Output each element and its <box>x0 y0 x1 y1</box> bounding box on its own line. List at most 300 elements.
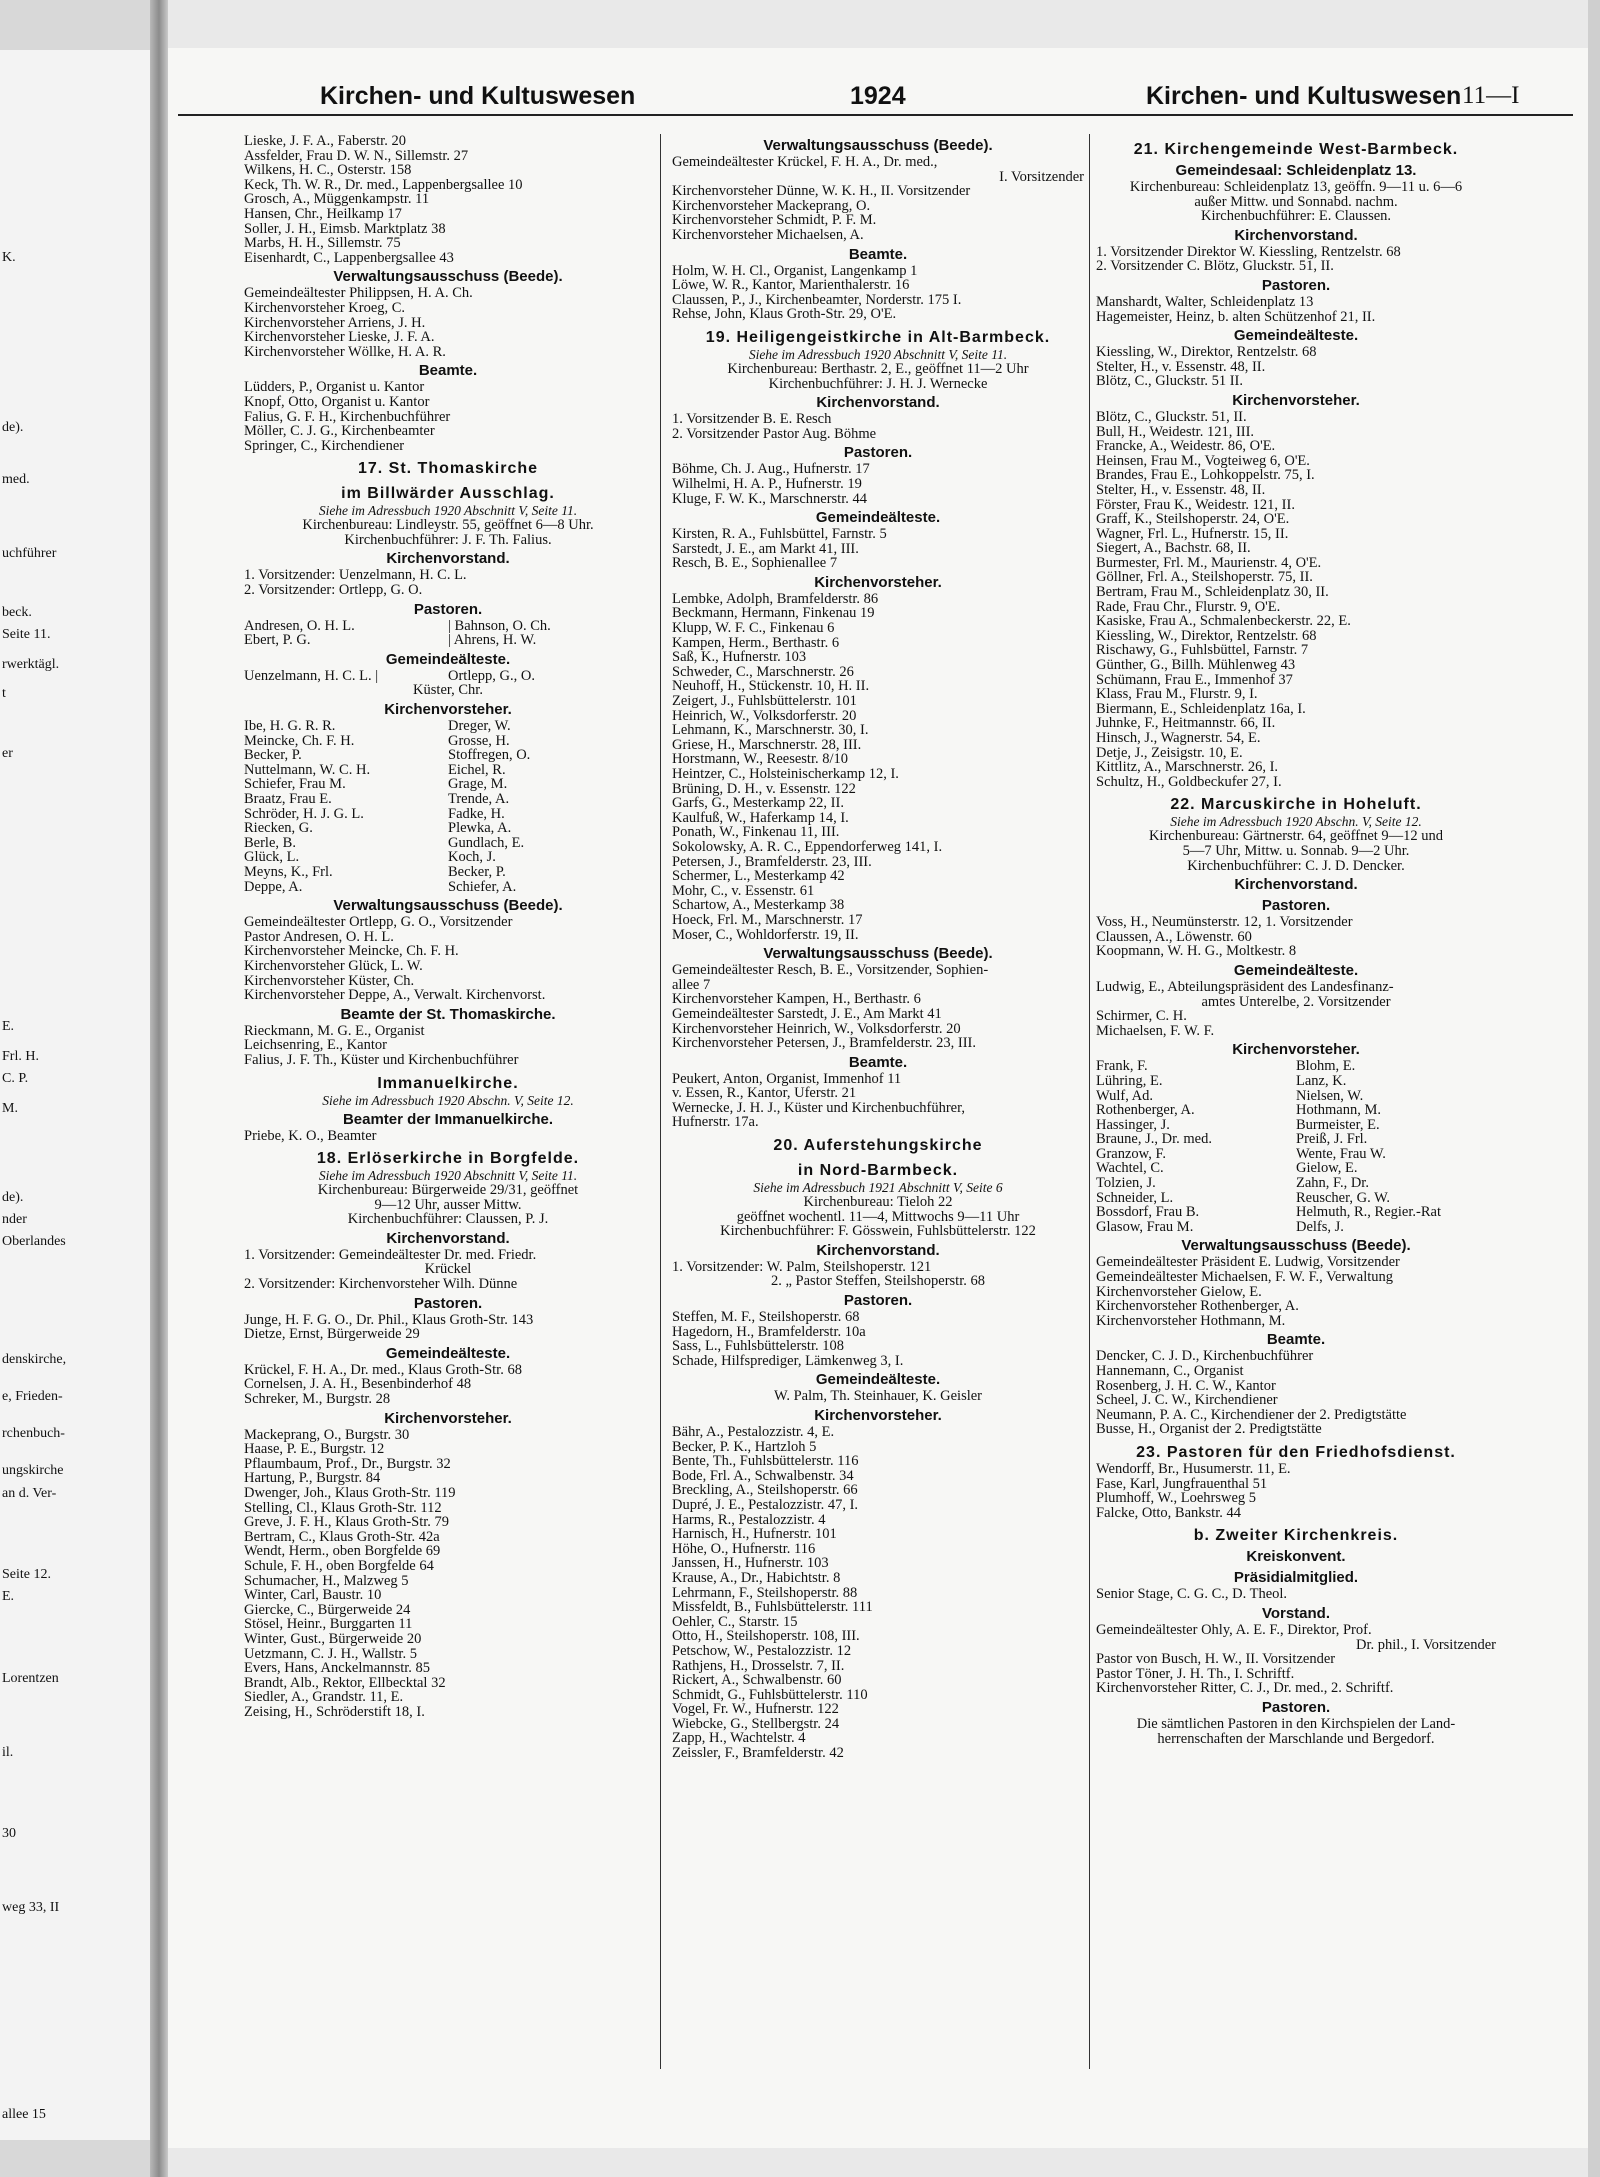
entry-line: Sarstedt, J. E., am Markt 41, III. <box>672 541 859 557</box>
entry-line: Wiebcke, G., Stellbergstr. 24 <box>672 1716 840 1732</box>
entry-line: Höhe, O., Hufnerstr. 116 <box>672 1541 816 1557</box>
centered-line: Kirchenbureau: Schleidenplatz 13, geöffn. 9—11 u. 6—6 <box>1129 180 1463 195</box>
entry-left: Tolzien, J. <box>1096 1176 1156 1191</box>
entry-line: Klass, Frau M., Flurstr. 9, I. <box>1096 687 1258 702</box>
entry-line: Claussen, A., Löwenstr. 60 <box>1096 929 1252 945</box>
entry-right: Grage, M. <box>448 777 508 792</box>
entry-line: Gemeindeältester Philippsen, H. A. Ch. <box>244 286 473 301</box>
entry-line: Evers, Hans, Anckelmannstr. 85 <box>244 1661 431 1676</box>
section-heading: Pastoren. <box>843 1292 913 1310</box>
left-page-text: E. <box>2 1589 15 1605</box>
left-page-text: er <box>2 745 13 761</box>
entry-line: Hartung, P., Burgstr. 84 <box>244 1471 381 1486</box>
entry-line: Blötz, C., Gluckstr. 51 II. <box>1096 374 1244 389</box>
entry-line: Bertram, C., Klaus Groth-Str. 42a <box>244 1529 440 1545</box>
entry-right: Grosse, H. <box>448 733 510 749</box>
left-page-text: Oberlandes <box>2 1234 66 1249</box>
left-page-text: med. <box>2 471 30 487</box>
entry-line: Lieske, J. F. A., Faberstr. 20 <box>244 134 406 149</box>
entry-line: Sass, L., Fuhlsbüttelerstr. 108 <box>672 1339 844 1354</box>
two-column-entry <box>244 633 652 648</box>
entry-line: Leichsenring, E., Kantor <box>244 1038 387 1053</box>
entry-line: Kaulfuß, W., Haferkamp 14, I. <box>672 810 849 826</box>
entry-line: Kirchenvorsteher Kampen, H., Berthastr. 6 <box>672 992 921 1007</box>
centered-line: 9—12 Uhr, ausser Mittw. <box>374 1197 522 1213</box>
entry-line: Kirchenvorsteher Meincke, Ch. F. H. <box>244 944 459 959</box>
entry-line: Hansen, Chr., Heilkamp 17 <box>244 206 402 222</box>
entry-line: 2. Vorsitzender: Ortlepp, G. O. <box>244 583 423 598</box>
two-column-entry <box>1096 1059 1496 1074</box>
entry-line: Gemeindeältester Ohly, A. E. F., Direktor, Prof. <box>1096 1622 1372 1638</box>
church-title: im Billwärder Ausschlag. <box>341 485 555 503</box>
entry-line: Koopmann, W. H. G., Moltkestr. 8 <box>1096 944 1297 959</box>
centered-line: W. Palm, Th. Steinhauer, K. Geisler <box>773 1389 983 1404</box>
entry-line: Rieckmann, M. G. E., Organist <box>244 1023 425 1039</box>
entry-line: Brandt, Alb., Rektor, Ellbecktal 32 <box>244 1675 446 1691</box>
right-line: I. Vorsitzender <box>999 169 1084 185</box>
entry-left: Schneider, L. <box>1096 1190 1174 1206</box>
entry-line: Harnisch, H., Hufnerstr. 101 <box>672 1527 837 1542</box>
header-right-title: Kirchen- und Kultuswesen <box>1146 82 1462 110</box>
section-heading: Kirchenvorstand. <box>386 550 510 568</box>
entry-line: Kirchenvorsteher Wöllke, H. A. R. <box>244 344 446 360</box>
two-column-entry <box>1096 1161 1496 1176</box>
section-heading: Pastoren. <box>413 600 483 618</box>
centered-line: Kirchenbureau: Bürgerweide 29/31, geöffnet <box>317 1183 579 1198</box>
entry-line: Bente, Th., Fuhlsbüttelerstr. 116 <box>672 1454 859 1469</box>
entry-line: Stelling, Cl., Klaus Groth-Str. 112 <box>244 1500 442 1516</box>
entry-left: Meyns, K., Frl. <box>244 864 333 880</box>
entry-line: Löwe, W. R., Kantor, Marienthalerstr. 16 <box>672 278 910 293</box>
section-heading: Kirchenvorsteher. <box>384 1409 512 1427</box>
entry-line: Förster, Frau K., Weidestr. 121, II. <box>1096 497 1295 513</box>
left-page-text: C. P. <box>2 1071 29 1087</box>
entry-line: Zapp, H., Wachtelstr. 4 <box>672 1731 806 1747</box>
entry-line: Oehler, C., Starstr. 15 <box>672 1614 798 1630</box>
entry-line: Hufnerstr. 17a. <box>672 1115 759 1131</box>
two-column-entry <box>244 763 652 778</box>
two-column-entry <box>1096 1147 1496 1162</box>
entry-line: Marbs, H. H., Sillemstr. 75 <box>244 236 401 251</box>
reference-note: Siehe im Adressbuch 1920 Abschnitt V, Seite 11. <box>748 346 1008 362</box>
two-column-entry <box>1096 1176 1496 1191</box>
entry-line: Zeising, H., Schröderstift 18, I. <box>244 1704 425 1720</box>
church-title: b. Zweiter Kirchenkreis. <box>1193 1527 1399 1545</box>
entry-right: Wente, Frau W. <box>1296 1146 1386 1162</box>
entry-right: | Bahnson, O. Ch. <box>448 618 551 634</box>
centered-line: außer Mittw. und Sonnabd. nachm. <box>1194 194 1398 210</box>
two-column-entry <box>1096 1118 1496 1133</box>
entry-left: Ebert, P. G. <box>244 633 311 648</box>
entry-line: Dencker, C. J. D., Kirchenbuchführer <box>1096 1349 1314 1364</box>
centered-line: amtes Unterelbe, 2. Vorsitzender <box>1201 994 1391 1010</box>
left-page-text: ungskirche <box>2 1463 64 1479</box>
entry-line: Krückel, F. H. A., Dr. med., Klaus Groth-Str. 68 <box>244 1362 522 1378</box>
entry-line: Rehse, John, Klaus Groth-Str. 29, O'E. <box>672 307 897 322</box>
entry-line: Dietze, Ernst, Bürgerweide 29 <box>244 1327 420 1342</box>
entry-left: Meincke, Ch. F. H. <box>244 733 355 749</box>
section-heading: Gemeindeälteste. <box>1233 327 1359 345</box>
entry-left: Andresen, O. H. L. <box>244 618 355 634</box>
entry-line: 1. Vorsitzender Direktor W. Kiessling, Rentzelstr. 68 <box>1096 244 1401 260</box>
section-heading: Verwaltungsausschuss (Beede). <box>763 137 993 154</box>
section-heading: Beamter der Immanuelkirche. <box>342 1110 554 1128</box>
entry-line: Falius, G. F. H., Kirchenbuchführer <box>244 409 451 425</box>
left-page-text: denskirche, <box>2 1352 67 1368</box>
left-gutter <box>0 0 168 2177</box>
centered-line: Kirchenbureau: Berthastr. 2, E., geöffnet 11—2 Uhr <box>727 361 1029 377</box>
entry-line: 1. Vorsitzender: W. Palm, Steilshoperstr. 121 <box>672 1259 932 1275</box>
entry-right: Plewka, A. <box>448 821 512 836</box>
reference-note: Siehe im Adressbuch 1920 Abschnitt V, Seite 11. <box>318 1168 578 1184</box>
entry-right: Preiß, J. Frl. <box>1296 1132 1368 1147</box>
entry-line: Schreker, M., Burgstr. 28 <box>244 1392 391 1407</box>
two-column-entry <box>244 719 652 734</box>
entry-line: Giercke, C., Bürgerweide 24 <box>244 1602 411 1618</box>
two-column-entry <box>244 748 652 763</box>
entry-line: Zeissler, F., Bramfelderstr. 42 <box>672 1746 844 1761</box>
entry-line: Gemeindeältester Präsident E. Ludwig, Vorsitzender <box>1096 1255 1400 1271</box>
entry-line: Hinsch, J., Wagnerstr. 54, E. <box>1096 731 1261 746</box>
entry-left: Granzow, F. <box>1096 1146 1166 1162</box>
entry-line: Greve, J. F. H., Klaus Groth-Str. 79 <box>244 1515 450 1530</box>
entry-right: Becker, P. <box>448 864 506 880</box>
section-heading: Verwaltungsausschuss (Beede). <box>763 945 993 963</box>
entry-line: Gemeindeältester Ortlepp, G. O., Vorsitzender <box>244 915 513 930</box>
centered-line: herrenschaften der Marschlande und Bergedorf. <box>1157 1731 1435 1747</box>
entry-line: Knopf, Otto, Organist u. Kantor <box>244 394 430 410</box>
two-column-entry <box>1096 1074 1496 1089</box>
entry-line: Haase, P. E., Burgstr. 12 <box>244 1442 385 1457</box>
entry-line: Blötz, C., Gluckstr. 51, II. <box>1096 409 1247 425</box>
entry-line: Kirchenvorsteher Küster, Ch. <box>244 973 415 989</box>
entry-line: Heinrich, W., Volksdorferstr. 20 <box>672 708 857 724</box>
two-column-entry <box>1096 1191 1496 1206</box>
church-title: Immanuelkirche. <box>377 1074 519 1092</box>
left-page-text: K. <box>2 249 16 265</box>
two-column-entry <box>244 619 652 634</box>
entry-line: allee 7 <box>672 977 711 993</box>
centered-line: Krückel <box>424 1262 472 1278</box>
entry-line: Brüning, D. H., v. Essenstr. 122 <box>672 781 856 797</box>
entry-line: Neumann, P. A. C., Kirchendiener der 2. Predigtstätte <box>1096 1407 1407 1423</box>
entry-line: Gemeindeältester Krückel, F. H. A., Dr. med., <box>672 155 938 170</box>
two-column-entry <box>244 669 652 684</box>
right-line: Dr. phil., I. Vorsitzender <box>1355 1637 1496 1653</box>
entry-line: Petschow, W., Pestalozzistr. 12 <box>672 1643 852 1659</box>
entry-line: Busse, H., Organist der 2. Predigtstätte <box>1096 1422 1322 1437</box>
entry-line: Lehmann, K., Marschnerstr. 30, I. <box>672 723 869 738</box>
entry-line: Peukert, Anton, Organist, Immenhof 11 <box>672 1071 902 1087</box>
entry-left: Lühring, E. <box>1096 1073 1163 1089</box>
entry-right: Trende, A. <box>448 792 510 807</box>
church-title: 17. St. Thomaskirche <box>357 460 539 478</box>
entry-line: Junge, H. F. G. O., Dr. Phil., Klaus Groth-Str. 143 <box>244 1312 534 1328</box>
entry-line: Wendt, Herm., oben Borgfelde 69 <box>244 1544 441 1559</box>
entry-left: Wachtel, C. <box>1096 1161 1164 1177</box>
entry-left: Riecken, G. <box>244 821 313 836</box>
entry-line: Mohr, C., v. Essenstr. 61 <box>672 883 815 899</box>
entry-line: Scheel, J. C. W., Kirchendiener <box>1096 1393 1278 1408</box>
entry-line: Heintzer, C., Holsteinischerkamp 12, I. <box>672 767 899 782</box>
entry-line: Kirchenvorsteher Deppe, A., Verwalt. Kirchenvorst. <box>244 988 546 1003</box>
entry-line: Göllner, Frl. A., Steilshoperstr. 75, II. <box>1096 570 1313 586</box>
entry-line: Böhme, Ch. J. Aug., Hufnerstr. 17 <box>672 462 870 477</box>
entry-line: 1. Vorsitzender: Gemeindeältester Dr. med. Friedr. <box>244 1247 537 1263</box>
entry-right: Dreger, W. <box>448 719 511 734</box>
left-page-text: rwerktägl. <box>2 656 60 672</box>
entry-line: Lembke, Adolph, Bramfelderstr. 86 <box>672 591 879 607</box>
entry-line: Becker, P. K., Hartzloh 5 <box>672 1439 817 1455</box>
entry-line: Fase, Karl, Jungfrauenthal 51 <box>1096 1476 1268 1492</box>
entry-left: Glasow, Frau M. <box>1096 1219 1194 1235</box>
column-divider <box>1089 134 1090 2069</box>
entry-line: Stelter, H., v. Essenstr. 48, II. <box>1096 482 1266 498</box>
church-title: 23. Pastoren für den Friedhofsdienst. <box>1136 1443 1456 1461</box>
entry-line: Lehrmann, F., Steilshoperstr. 88 <box>672 1585 858 1601</box>
left-page-text: Lorentzen <box>2 1670 59 1686</box>
header-year: 1924 <box>850 82 906 110</box>
left-page-text: Frl. H. <box>2 1049 39 1064</box>
section-heading: Verwaltungsausschuss (Beede). <box>333 268 563 286</box>
centered-line: 5—7 Uhr, Mittw. u. Sonnab. 9—2 Uhr. <box>1182 843 1410 859</box>
two-column-entry <box>244 850 652 865</box>
entry-line: Springer, C., Kirchendiener <box>244 438 405 454</box>
column-divider <box>660 134 661 2069</box>
entry-line: Claussen, P., J., Kirchenbeamter, Norderstr. 175 I. <box>672 292 962 308</box>
entry-left: Becker, P. <box>244 748 302 763</box>
section-heading: Pastoren. <box>413 1294 483 1312</box>
entry-line: Heinsen, Frau M., Vogteiweg 6, O'E. <box>1096 453 1310 469</box>
entry-line: Resch, B. E., Sophienallee 7 <box>672 556 838 571</box>
entry-line: Detje, J., Zeisigstr. 10, E. <box>1096 745 1243 761</box>
document-page <box>168 48 1588 2148</box>
entry-line: Falius, J. F. Th., Küster und Kirchenbuchführer <box>244 1052 519 1068</box>
entry-line: Gemeindeältester Sarstedt, J. E., Am Markt 41 <box>672 1006 942 1022</box>
entry-line: Bertram, Frau M., Schleidenplatz 30, II. <box>1096 585 1329 600</box>
entry-line: Sokolowsky, A. R. C., Eppendorferweg 141, I. <box>672 839 943 855</box>
entry-line: Siegert, A., Bachstr. 68, II. <box>1096 541 1251 556</box>
section-heading: Beamte der St. Thomaskirche. <box>340 1005 556 1023</box>
entry-line: Gemeindeältester Resch, B. E., Vorsitzender, Sophien- <box>672 963 989 978</box>
entry-line: Bull, H., Weidestr. 121, III. <box>1096 424 1255 440</box>
entry-line: Neuhoff, H., Stückenstr. 10, H. II. <box>672 679 870 695</box>
entry-right: Fadke, H. <box>448 806 505 822</box>
entry-line: Hoeck, Frl. M., Marschnerstr. 17 <box>672 912 863 928</box>
two-column-entry <box>1096 1220 1496 1235</box>
entry-line: Kampen, Herm., Berthastr. 6 <box>672 635 840 651</box>
reference-note: Siehe im Adressbuch 1920 Abschn. V, Seite 12. <box>322 1092 574 1108</box>
entry-line: 1. Vorsitzender B. E. Resch <box>672 412 832 427</box>
left-page-fragment <box>0 50 150 2140</box>
entry-line: Burmester, Frl. M., Maurienstr. 4, O'E. <box>1096 555 1322 571</box>
centered-line: geöffnet wochentl. 11—4, Mittwochs 9—11 Uhr <box>736 1209 1020 1225</box>
column-2 <box>672 134 1084 1761</box>
entry-line: Möller, C. J. G., Kirchenbeamter <box>244 424 435 439</box>
centered-line: Kirchenbuchführer: J. F. Th. Falius. <box>344 532 552 548</box>
section-heading: Beamte. <box>418 362 478 380</box>
centered-line: Die sämtlichen Pastoren in den Kirchspielen der Land- <box>1136 1716 1456 1732</box>
centered-line: Kirchenbureau: Lindleystr. 55, geöffnet 6—8 Uhr. <box>302 518 594 533</box>
church-title: 22. Marcuskirche in Hoheluft. <box>1170 796 1422 814</box>
entry-line: Kirchenvorsteher Michaelsen, A. <box>672 227 864 243</box>
entry-line: Rade, Frau Chr., Flurstr. 9, O'E. <box>1096 599 1281 615</box>
section-heading: Kirchenvorstand. <box>816 394 940 412</box>
section-heading: Gemeindeälteste. <box>815 509 941 527</box>
entry-right: Schiefer, A. <box>448 879 517 895</box>
section-heading: Präsidialmitglied. <box>1233 1569 1359 1587</box>
entry-line: Kiessling, W., Direktor, Rentzelstr. 68 <box>1096 345 1317 360</box>
entry-line: Kiessling, W., Direktor, Rentzelstr. 68 <box>1096 628 1317 644</box>
centered-line: Kirchenbuchführer: Claussen, P. J. <box>347 1212 549 1227</box>
entry-line: Saß, K., Hufnerstr. 103 <box>672 650 807 665</box>
entry-line: Kirchenvorsteher Lieske, J. F. A. <box>244 330 435 345</box>
entry-line: Schümann, Frau E., Immenhof 37 <box>1096 672 1293 688</box>
entry-line: Vogel, Fr. W., Hufnerstr. 122 <box>672 1702 839 1717</box>
two-column-entry <box>1096 1089 1496 1104</box>
entry-line: Lüdders, P., Organist u. Kantor <box>244 380 425 395</box>
entry-line: Pflaumbaum, Prof., Dr., Burgstr. 32 <box>244 1456 451 1472</box>
entry-right: Nielsen, W. <box>1296 1088 1364 1104</box>
section-heading: Pastoren. <box>1261 897 1331 915</box>
entry-line: Grosch, A., Müggenkampstr. 11 <box>244 192 430 207</box>
entry-line: Zeigert, J., Fuhlsbüttelerstr. 101 <box>672 694 857 709</box>
entry-line: Ponath, W., Finkenau 11, III. <box>672 825 840 840</box>
two-column-entry <box>1096 1205 1496 1220</box>
entry-line: Priebe, K. O., Beamter <box>244 1128 377 1144</box>
entry-line: Assfelder, Frau D. W. N., Sillemstr. 27 <box>244 148 469 164</box>
entry-line: Steffen, M. F., Steilshoperstr. 68 <box>672 1310 860 1325</box>
entry-line: Pastor Andresen, O. H. L. <box>244 929 394 945</box>
entry-line: Kirchenvorsteher Ritter, C. J., Dr. med., 2. Schriftf. <box>1096 1681 1394 1696</box>
entry-line: Günther, G., Billh. Mühlenweg 43 <box>1096 658 1296 673</box>
entry-left: Bossdorf, Frau B. <box>1096 1205 1200 1220</box>
entry-line: Harms, R., Pestalozzistr. 4 <box>672 1512 826 1528</box>
church-title: 20. Auferstehungskirche <box>773 1137 983 1155</box>
entry-line: Schmidt, G., Fuhlsbüttelerstr. 110 <box>672 1687 868 1703</box>
section-heading: Verwaltungsausschuss (Beede). <box>1181 1237 1411 1255</box>
entry-line: Manshardt, Walter, Schleidenplatz 13 <box>1096 294 1314 310</box>
entry-line: Bähr, A., Pestalozzistr. 4, E. <box>672 1425 835 1440</box>
entry-right: Eichel, R. <box>448 762 506 778</box>
entry-line: Rickert, A., Schwalbenstr. 60 <box>672 1673 842 1688</box>
left-page-text: M. <box>2 1100 18 1116</box>
section-heading: Beamte. <box>848 1053 908 1071</box>
entry-line: Hannemann, C., Organist <box>1096 1364 1244 1379</box>
entry-line: Garfs, G., Mesterkamp 22, II. <box>672 796 844 811</box>
centered-line: 2. „ Pastor Steffen, Steilshoperstr. 68 <box>771 1274 985 1290</box>
entry-left: Berle, B. <box>244 835 296 851</box>
two-column-entry <box>244 777 652 792</box>
entry-line: Kirchenvorsteher Rothenberger, A. <box>1096 1299 1299 1314</box>
entry-line: Wendorff, Br., Husumerstr. 11, E. <box>1096 1461 1291 1477</box>
entry-left: Glück, L. <box>244 850 300 865</box>
entry-line: Horstmann, W., Reesestr. 8/10 <box>672 752 849 767</box>
entry-line: v. Essen, R., Kantor, Uferstr. 21 <box>672 1086 857 1101</box>
entry-line: Otto, H., Steilshoperstr. 108, III. <box>672 1629 860 1644</box>
entry-line: Wilhelmi, H. A. P., Hufnerstr. 19 <box>672 476 862 492</box>
entry-line: Wagner, Frl. L., Hufnerstr. 15, II. <box>1096 526 1289 542</box>
entry-line: Petersen, J., Bramfelderstr. 23, III. <box>672 854 872 870</box>
entry-line: Soller, J. H., Eimsb. Marktplatz 38 <box>244 221 446 237</box>
entry-left: Braatz, Frau E. <box>244 792 332 807</box>
entry-line: Pastor Töner, J. H. Th., I. Schriftf. <box>1096 1666 1295 1682</box>
entry-line: Hagedorn, H., Bramfelderstr. 10a <box>672 1324 866 1340</box>
section-heading: Kirchenvorstand. <box>1234 226 1358 244</box>
section-heading: Gemeindeälteste. <box>385 650 511 668</box>
entry-line: Kirchenvorsteher Hothmann, M. <box>1096 1313 1286 1329</box>
entry-line: Keck, Th. W. R., Dr. med., Lappenbergsallee 10 <box>244 177 523 193</box>
entry-right: Gielow, E. <box>1296 1161 1358 1177</box>
entry-line: Krause, A., Dr., Habichtstr. 8 <box>672 1570 841 1586</box>
entry-right: Delfs, J. <box>1296 1219 1344 1235</box>
entry-line: Kasiske, Frau A., Schmalenbeckerstr. 22, E. <box>1096 614 1351 629</box>
entry-right: Zahn, F., Dr. <box>1296 1176 1369 1191</box>
section-heading: Kirchenvorstand. <box>386 1229 510 1247</box>
left-page-text: beck. <box>2 605 32 620</box>
left-page-text: Seite 11. <box>2 627 51 643</box>
entry-line: Missfeldt, B., Fuhlsbüttelerstr. 111 <box>672 1600 873 1615</box>
section-heading: Gemeindeälteste. <box>1233 961 1359 979</box>
centered-line: Kirchenbureau: Tieloh 22 <box>803 1195 953 1210</box>
entry-left: Nuttelmann, W. C. H. <box>244 762 371 778</box>
left-page-text: nder <box>2 1211 27 1227</box>
entry-line: Schermer, L., Mesterkamp 42 <box>672 869 845 884</box>
section-heading: Kirchenvorstand. <box>1234 876 1358 894</box>
entry-line: Falcke, Otto, Bankstr. 44 <box>1096 1505 1241 1521</box>
entry-line: Rischawy, G., Fuhlsbüttel, Farnstr. 7 <box>1096 643 1309 659</box>
entry-right: Reuscher, G. W. <box>1296 1190 1391 1206</box>
left-page-text: E. <box>2 1019 15 1035</box>
left-page-text: weg 33, II <box>2 1900 60 1915</box>
entry-right: Lanz, K. <box>1296 1073 1347 1089</box>
section-heading: Kirchenvorsteher. <box>1232 1041 1360 1059</box>
section-heading: Vorstand. <box>1261 1604 1331 1622</box>
entry-line: Kirchenvorsteher Heinrich, W., Volksdorferstr. 20 <box>672 1021 961 1037</box>
entry-line: Wernecke, J. H. J., Küster und Kirchenbuchführer, <box>672 1100 965 1116</box>
section-heading: Kirchenvorsteher. <box>814 573 942 591</box>
centered-line: Kirchenbuchführer: C. J. D. Dencker. <box>1187 858 1405 874</box>
two-column-entry <box>244 880 652 895</box>
centered-line: Kirchenbuchführer: E. Claussen. <box>1200 209 1392 224</box>
section-heading: Gemeindeälteste. <box>385 1344 511 1362</box>
centered-line: Kirchenbureau: Gärtnerstr. 64, geöffnet 9—12 und <box>1148 829 1444 844</box>
entry-line: Dwenger, Joh., Klaus Groth-Str. 119 <box>244 1486 456 1501</box>
entry-line: Janssen, H., Hufnerstr. 103 <box>672 1556 829 1571</box>
church-title: 18. Erlöserkirche in Borgfelde. <box>316 1150 580 1168</box>
entry-line: Voss, H., Neumünsterstr. 12, 1. Vorsitzender <box>1096 915 1353 930</box>
section-heading: Pastoren. <box>1261 1698 1331 1716</box>
church-title: 19. Heiligengeistkirche in Alt-Barmbeck. <box>705 328 1051 346</box>
entry-left: Deppe, A. <box>244 879 303 895</box>
entry-left: Rothenberger, A. <box>1096 1103 1195 1118</box>
entry-line: Biermann, E., Schleidenplatz 16a, I. <box>1096 701 1306 717</box>
entry-line: Kirchenvorsteher Arriens, J. H. <box>244 315 426 331</box>
section-heading: Kirchenvorstand. <box>816 1241 940 1259</box>
entry-right: Hothmann, M. <box>1296 1103 1381 1118</box>
entry-line: Klupp, W. F. C., Finkenau 6 <box>672 621 835 636</box>
entry-line: Plumhoff, W., Loehrsweg 5 <box>1096 1491 1257 1506</box>
entry-line: Ludwig, E., Abteilungspräsident des Landesfinanz- <box>1096 979 1394 995</box>
entry-line: Michaelsen, F. W. F. <box>1096 1023 1215 1039</box>
section-heading: Kirchenvorsteher. <box>1232 391 1360 409</box>
entry-line: Stelter, H., v. Essenstr. 48, II. <box>1096 359 1266 375</box>
entry-line: Gemeindeältester Michaelsen, F. W. F., Verwaltung <box>1096 1270 1394 1285</box>
left-page-text: an d. Ver- <box>2 1485 57 1501</box>
centered-line: Küster, Chr. <box>413 683 483 699</box>
entry-line: Kirchenvorsteher Glück, L. W. <box>244 958 423 974</box>
entry-line: Kirchenvorsteher Mackeprang, O. <box>672 198 871 214</box>
